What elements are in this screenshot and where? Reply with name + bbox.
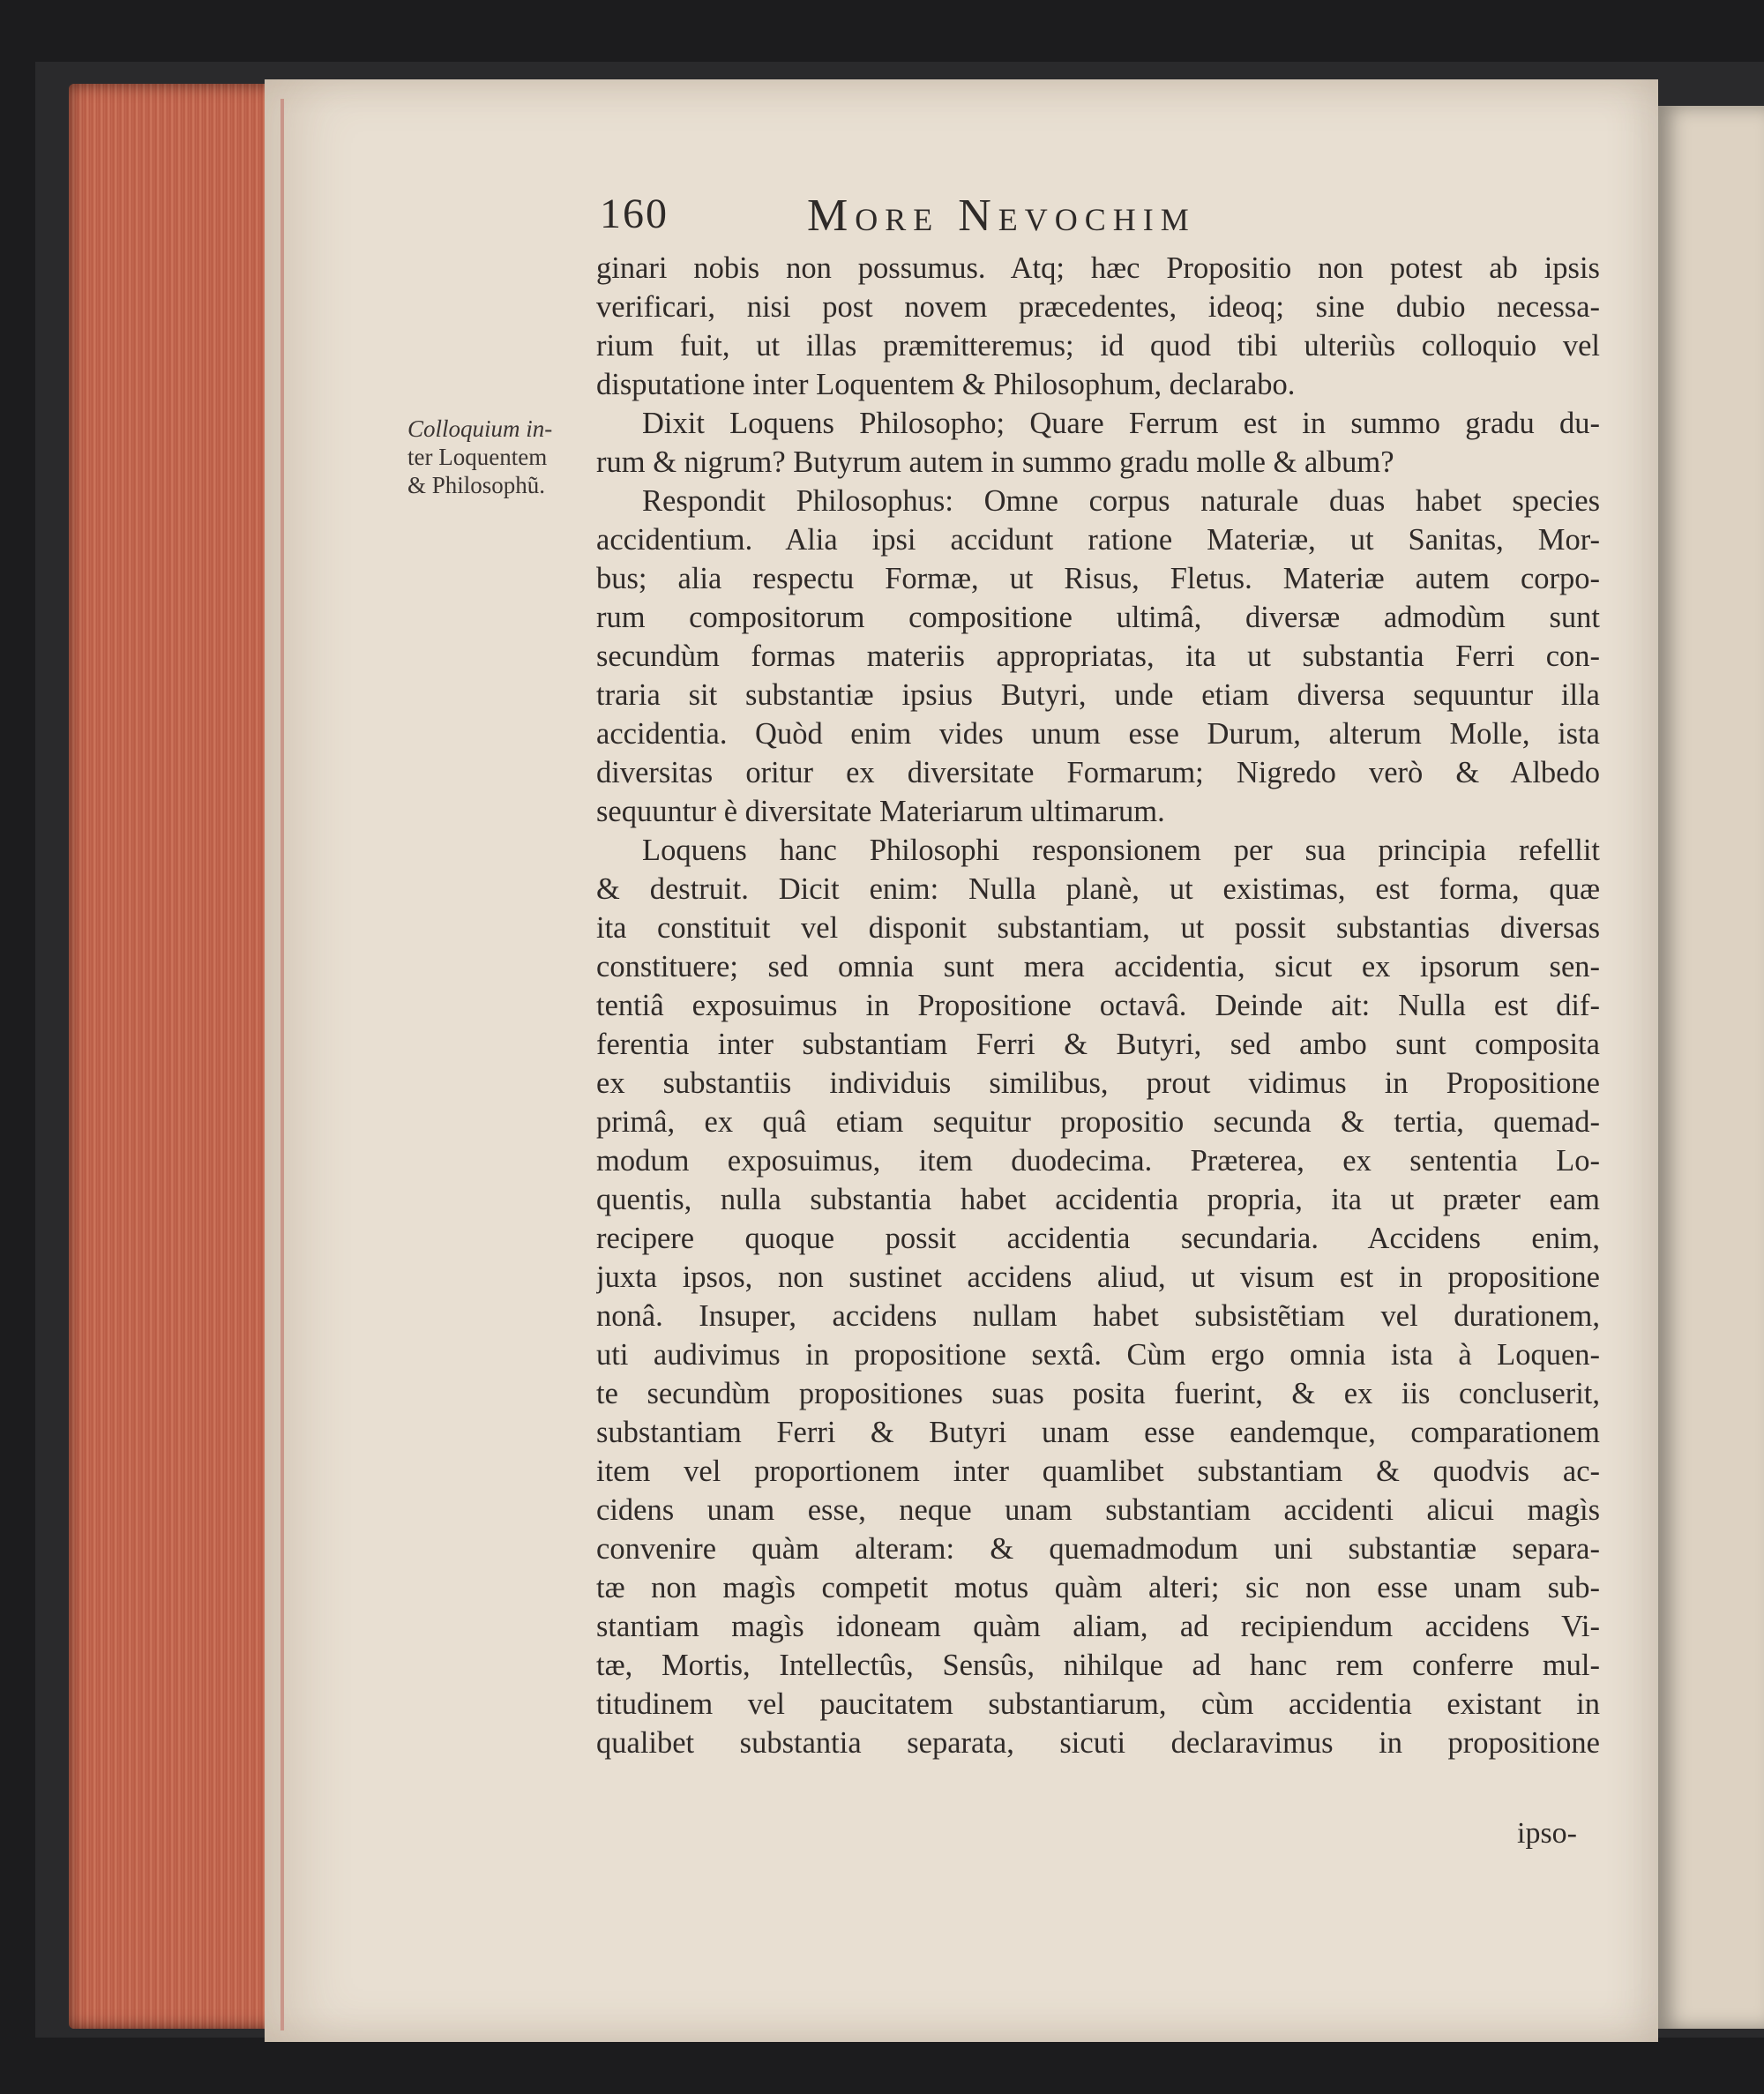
text-line: quentis, nulla substantia habet accidentia propria, ita ut præter eam <box>596 1183 1600 1216</box>
text-line: secundùm formas materiis appropriatas, ita ut substantia Ferri con- <box>596 639 1600 673</box>
text-line: modum exposuimus, item duodecima. Præterea, ex sententia Lo- <box>596 1144 1600 1178</box>
text-line: tæ non magìs competit motus quàm alteri; sic non esse unam sub- <box>596 1571 1600 1604</box>
facing-page-edge <box>1658 106 1764 2029</box>
text-line: diversitas oritur ex diversitate Formarum; Nigredo verò & Albedo <box>596 756 1600 789</box>
text-line: substantiam Ferri & Butyri unam esse eandemque, comparationem <box>596 1416 1600 1449</box>
text-line: item vel proportionem inter quamlibet substantiam & quodvis ac- <box>596 1455 1600 1488</box>
text-line: tentiâ exposuimus in Propositione octavâ. Deinde ait: Nulla est dif- <box>596 989 1600 1022</box>
text-line: disputatione inter Loquentem & Philosophum, declarabo. <box>596 368 1296 401</box>
text-line: tæ, Mortis, Intellectûs, Sensûs, nihilque ad hanc rem conferre mul- <box>596 1649 1600 1682</box>
text-line: Respondit Philosophus: Omne corpus naturale duas habet species <box>642 484 1600 518</box>
text-line: te secundùm propositiones suas posita fuerint, & ex iis concluserit, <box>596 1377 1600 1410</box>
margin-note-line: & Philosophũ. <box>407 472 546 498</box>
text-line: qualibet substantia separata, sicuti declaravimus in propositione <box>596 1726 1600 1760</box>
text-line: ita constituit vel disponit substantiam, ut possit substantias diversas <box>596 911 1600 945</box>
text-line: ferentia inter substantiam Ferri & Butyri, sed ambo sunt composita <box>596 1028 1600 1061</box>
text-line: accidentium. Alia ipsi accidunt ratione Materiæ, ut Sanitas, Mor- <box>596 523 1600 557</box>
text-line: ginari nobis non possumus. Atq; hæc Propositio non potest ab ipsis <box>596 251 1600 285</box>
text-line: convenire quàm alteram: & quemadmodum uni substantiæ separa- <box>596 1532 1600 1566</box>
page-header <box>600 190 1394 251</box>
text-line: Dixit Loquens Philosopho; Quare Ferrum est in summo gradu du- <box>642 407 1600 440</box>
text-line: nonâ. Insuper, accidens nullam habet subsistẽtiam vel durationem, <box>596 1299 1600 1333</box>
text-line: primâ, ex quâ etiam sequitur propositio secunda & tertia, quemad- <box>596 1105 1600 1139</box>
text-line: rum & nigrum? Butyrum autem in summo gradu molle & album? <box>596 445 1394 479</box>
catchword: ipso- <box>1517 1817 1577 1850</box>
page-number: 160 <box>600 191 669 237</box>
running-head: More Nevochim <box>807 191 1196 241</box>
text-line: cidens unam esse, neque unam substantiam accidenti alicui magìs <box>596 1493 1600 1527</box>
text-line: sequuntur è diversitate Materiarum ultimarum. <box>596 795 1165 828</box>
text-line: accidentia. Quòd enim vides unum esse Durum, alterum Molle, ista <box>596 717 1600 751</box>
text-line: rum compositorum compositione ultimâ, diversæ admodùm sunt <box>596 601 1600 634</box>
page-margin-rule <box>280 99 284 2030</box>
margin-note-line: Colloquium in- <box>407 415 553 442</box>
text-line: juxta ipsos, non sustinet accidens aliud, ut visum est in propositione <box>596 1260 1600 1294</box>
margin-note-line: ter Loquentem <box>407 444 548 470</box>
text-line: bus; alia respectu Formæ, ut Risus, Fletus. Materiæ autem corpo- <box>596 562 1600 595</box>
body-text <box>596 249 1600 1762</box>
text-line: traria sit substantiæ ipsius Butyri, unde etiam diversa sequuntur illa <box>596 678 1600 712</box>
text-line: stantiam magìs idoneam quàm aliam, ad recipiendum accidens Vi- <box>596 1610 1600 1643</box>
text-line: uti audivimus in propositione sextâ. Cùm ergo omnia ista à Loquen- <box>596 1338 1600 1372</box>
text-line: & destruit. Dicit enim: Nulla planè, ut existimas, est forma, quæ <box>596 872 1600 906</box>
text-line: rium fuit, ut illas præmitteremus; id quod tibi ulteriùs colloquio vel <box>596 329 1600 363</box>
margin-note <box>407 415 602 499</box>
text-line: recipere quoque possit accidentia secundaria. Accidens enim, <box>596 1222 1600 1255</box>
text-line: ex substantiis individuis similibus, prout vidimus in Propositione <box>596 1066 1600 1100</box>
text-line: constituere; sed omnia sunt mera accidentia, sicut ex ipsorum sen- <box>596 950 1600 983</box>
page-edges <box>69 84 280 2029</box>
text-line: verificari, nisi post novem præcedentes, ideoq; sine dubio necessa- <box>596 290 1600 324</box>
text-line: titudinem vel paucitatem substantiarum, cùm accidentia existant in <box>596 1687 1600 1721</box>
text-line: Loquens hanc Philosophi responsionem per sua principia refellit <box>642 834 1600 867</box>
